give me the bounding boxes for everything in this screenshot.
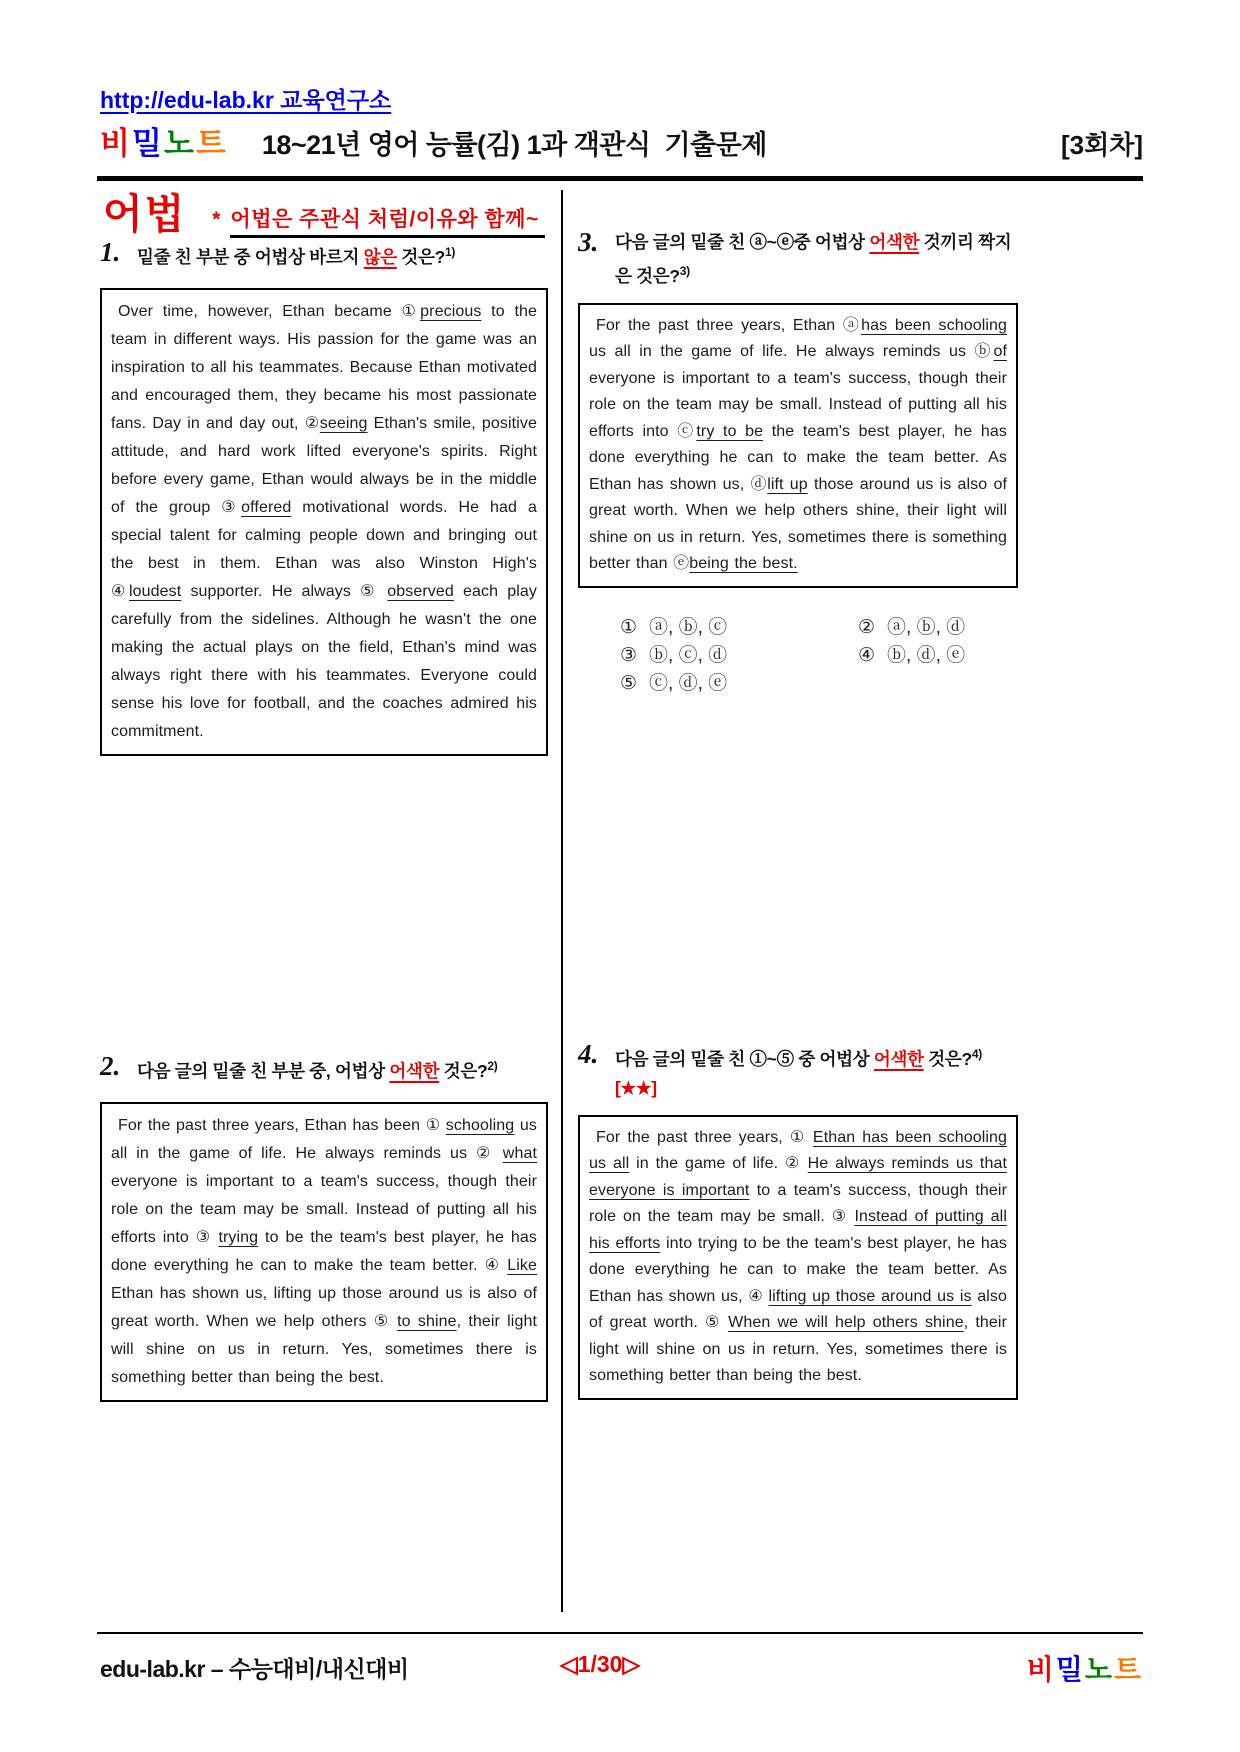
question-3-number: 3. (578, 227, 599, 257)
question-4-passage: For the past three years, ① Ethan has been schooling us all in the game of life. ② He always reminds us that everyone is important to a team's success, though their role on the team may be small. ③ Instead of putting all his efforts into trying to be the team's best player, he has done everything he can to make the team better. As Ethan has shown us, ④ lifting up those around us is also of great worth. ⑤ When we will help others shine, their light will shine on us in return. Yes, sometimes there is something better than being the best. (589, 1128, 1007, 1385)
footer (100, 1648, 1143, 1684)
question-4-number: 4. (578, 1039, 599, 1069)
q3-option-2 (858, 614, 1018, 641)
section-label: 어법 (103, 191, 187, 237)
page-title: 18~21년 영어 능률(김) 1과 객관식 기출문제 (261, 130, 767, 160)
question-3-options (578, 614, 1018, 697)
q3-option-5 (620, 670, 858, 697)
column-divider (561, 190, 563, 1612)
section-header (103, 191, 545, 237)
question-3-passage: For the past three years, Ethan ⓐhas been schooling us all in the game of life. He always reminds us ⓑof everyone is important to a team's success, though their role on the team may be small. Instead of putting all his efforts into ⓒtry to be the team's best player, he has done everything he can to make the team better. As Ethan has shown us, ⓓlift up those around us is also of great worth. When we help others shine, their light will shine on us in return. Yes, sometimes there is something better than ⓔbeing the best. (589, 316, 1007, 573)
question-2 (100, 1052, 548, 1402)
q3-option-3 (620, 642, 858, 669)
question-1-passage: Over time, however, Ethan became ①precious to the team in different ways. His passion for the game was an inspiration to all his teammates. Because Ethan motivated and encouraged them, they became his most passionate fans. Day in and day out, ②seeing Ethan's smile, positive attitude, and hard work lifted everyone's spirits. Right before every game, Ethan would always be in the middle of the group ③offered motivational words. He had a special talent for calming people down and bringing out the best in them. Ethan was also Winston High's ④loudest supporter. He always ⑤ observed each play carefully from the sidelines. Although he wasn't the one making the actual plays on the field, Ethan's mind was always right there with his teammates. Everyone could sense his love for football, and the coaches admired his commitment. (111, 302, 537, 740)
question-4 (578, 1040, 1018, 1400)
q3-option-4 (858, 642, 1018, 669)
question-1-passage-box (100, 288, 548, 756)
section-note-star: * (212, 208, 221, 231)
round-label: [3회차] (1060, 130, 1143, 160)
q3-option-5-number: ⑤ (620, 672, 638, 694)
question-3-prompt: 다음 글의 밑줄 친 ⓐ~ⓔ중 어법상 어색한 것끼리 짝지은 것은?$^{3)}$ (615, 232, 1012, 286)
header-rule (97, 176, 1143, 181)
question-2-number: 2. (100, 1051, 121, 1081)
q3-option-2-number: ② (858, 616, 876, 638)
question-3 (578, 228, 1018, 697)
question-2-passage: For the past three years, Ethan has been ① schooling us all in the game of life. He always reminds us ② what everyone is important to a team's success, though their role on the team may be small. Instead of putting all his efforts into ③ trying to be the team's best player, he has done everything he can to make the team better. ④ Like Ethan has shown us, lifting up those around us is also of great worth. When we help others ⑤ to shine, their light will shine on us in return. Yes, sometimes there is something better than being the best. (111, 1116, 537, 1386)
question-4-head (578, 1040, 1018, 1103)
question-1 (100, 238, 548, 756)
brand-logo: 비밀노트 (100, 126, 228, 161)
q3-option-1 (620, 614, 858, 641)
question-1-prompt: 밑줄 친 부분 중 어법상 바르지 않은 것은?$^{1)}$ (137, 245, 456, 267)
footer-site-label: edu-lab.kr – 수능대비/내신대비 (100, 1656, 409, 1682)
question-1-number: 1. (100, 237, 121, 267)
question-2-prompt: 다음 글의 밑줄 친 부분 중, 어법상 어색한 것은?$^{2)}$ (137, 1059, 498, 1081)
page-number: ◁1/30▷ (560, 1651, 641, 1677)
question-2-head (100, 1052, 548, 1086)
q3-option-2-text: ⓐ, ⓑ, ⓓ (887, 616, 966, 638)
question-1-head (100, 238, 548, 272)
footer-brand-logo: 비밀노트 (1026, 1654, 1143, 1685)
section-note: 어법은 주관식 처럼/이유와 함께~ (230, 208, 544, 238)
q3-option-4-text: ⓑ, ⓓ, ⓔ (887, 644, 966, 666)
site-link[interactable]: http://edu-lab.kr 교육연구소 (100, 87, 392, 113)
question-2-passage-box (100, 1102, 548, 1402)
question-4-prompt: 다음 글의 밑줄 친 ①~⑤ 중 어법상 어색한 것은?$^{4)}$ [★★] (615, 1047, 982, 1098)
question-4-passage-box (578, 1115, 1018, 1400)
q3-option-4-number: ④ (858, 644, 876, 666)
question-3-head (578, 228, 1018, 291)
q3-option-3-text: ⓑ, ⓒ, ⓓ (649, 644, 728, 666)
footer-rule (97, 1632, 1143, 1634)
q3-option-1-number: ① (620, 616, 638, 638)
q3-option-1-text: ⓐ, ⓑ, ⓒ (649, 616, 728, 638)
q3-option-3-number: ③ (620, 644, 638, 666)
section-note-wrap (212, 203, 545, 235)
q3-option-5-text: ⓒ, ⓓ, ⓔ (649, 672, 728, 694)
header-title-row (100, 118, 1143, 163)
question-3-passage-box (578, 303, 1018, 588)
